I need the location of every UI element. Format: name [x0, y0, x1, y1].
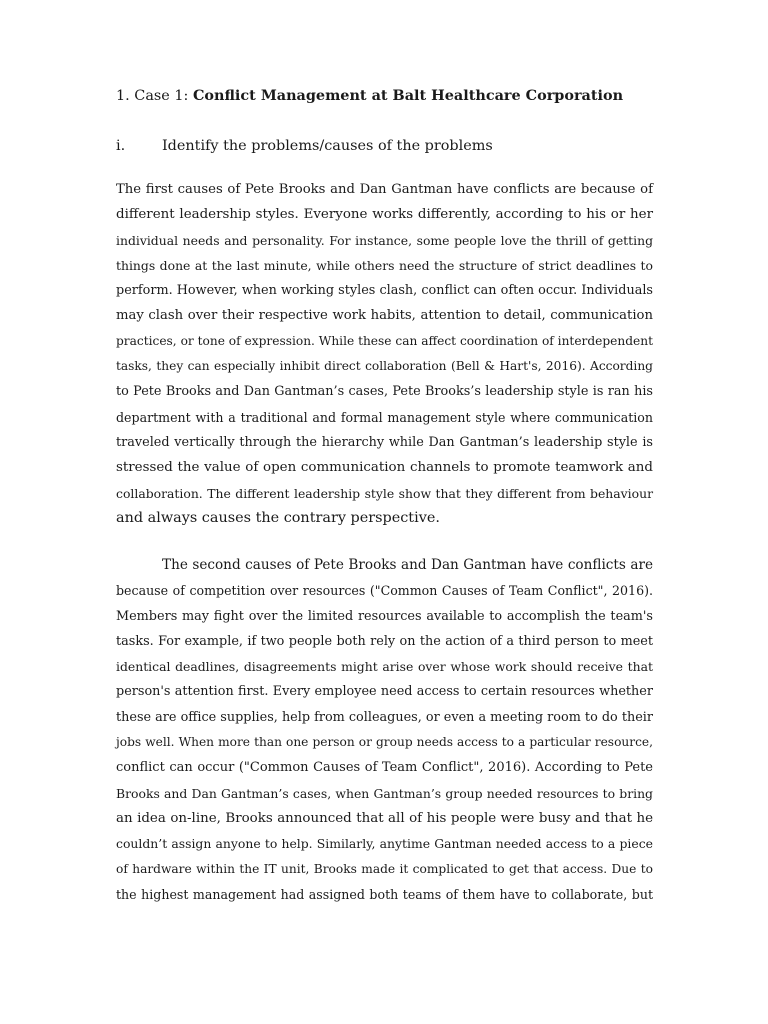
- text-line: things done at the last minute, while others need the structure of strict deadlines to: [116, 257, 653, 273]
- section-subheading: [116, 136, 493, 156]
- text-line: The second causes of Pete Brooks and Dan Gantman have conflicts are: [162, 557, 653, 573]
- text-line: traveled vertically through the hierarchy while Dan Gantman’s leadership style is: [116, 434, 653, 450]
- text-line: tasks, they can especially inhibit direct collaboration (Bell & Hart's, 2016). According: [116, 359, 653, 374]
- text-line: these are office supplies, help from colleagues, or even a meeting room to do their: [116, 709, 653, 725]
- text-line: Members may fight over the limited resources available to accomplish the team's: [116, 608, 653, 624]
- text-line: department with a traditional and formal management style where communication: [116, 409, 653, 425]
- text-line: jobs well. When more than one person or group needs access to a particular resource,: [116, 735, 653, 750]
- case-heading-prefix: 1. Case 1:: [116, 88, 193, 104]
- text-line: tasks. For example, if two people both rely on the action of a third person to meet: [116, 633, 653, 649]
- text-line: identical deadlines, disagreements might arise over whose work should receive that: [116, 659, 653, 675]
- text-line: different leadership styles. Everyone works differently, according to his or her: [116, 207, 653, 223]
- text-line: the highest management had assigned both teams of them have to collaborate, but: [116, 886, 653, 902]
- text-line: person's attention first. Every employee need access to certain resources whether: [116, 684, 653, 700]
- text-line: Brooks and Dan Gantman’s cases, when Gantman’s group needed resources to bring: [116, 785, 653, 801]
- text-line: perform. However, when working styles clash, conflict can often occur. Individuals: [116, 283, 653, 299]
- text-line: an idea on-line, Brooks announced that all of his people were busy and that he: [116, 810, 653, 826]
- text-line: practices, or tone of expression. While these can affect coordination of interdependent: [116, 333, 653, 348]
- text-line: because of competition over resources ("Common Causes of Team Conflict", 2016).: [116, 583, 653, 599]
- section-title: Identify the problems/causes of the problems: [162, 138, 493, 154]
- text-line: of hardware within the IT unit, Brooks made it complicated to get that access. Due to: [116, 861, 653, 876]
- text-line: individual needs and personality. For instance, some people love the thrill of getting: [116, 232, 653, 248]
- section-number: i.: [116, 138, 126, 154]
- text-line: may clash over their respective work habits, attention to detail, communication: [116, 308, 653, 324]
- text-line: to Pete Brooks and Dan Gantman’s cases, Pete Brooks’s leadership style is ran his: [116, 384, 653, 400]
- text-line: conflict can occur ("Common Causes of Team Conflict", 2016). According to Pete: [116, 760, 653, 776]
- text-line: and always causes the contrary perspective.: [116, 509, 440, 526]
- case-heading-title: Conflict Management at Balt Healthcare Corporation: [192, 87, 624, 104]
- case-heading: [116, 86, 623, 106]
- text-line: collaboration. The different leadership style show that they different from behaviour: [116, 485, 653, 501]
- text-line: couldn’t assign anyone to help. Similarly, anytime Gantman needed access to a piece: [116, 836, 653, 852]
- paragraph-resource-competition: [116, 553, 653, 907]
- text-line: stressed the value of open communication channels to promote teamwork and: [116, 460, 653, 476]
- text-line: The first causes of Pete Brooks and Dan Gantman have conflicts are because of: [116, 182, 653, 197]
- paragraph-leadership-styles: [116, 177, 653, 531]
